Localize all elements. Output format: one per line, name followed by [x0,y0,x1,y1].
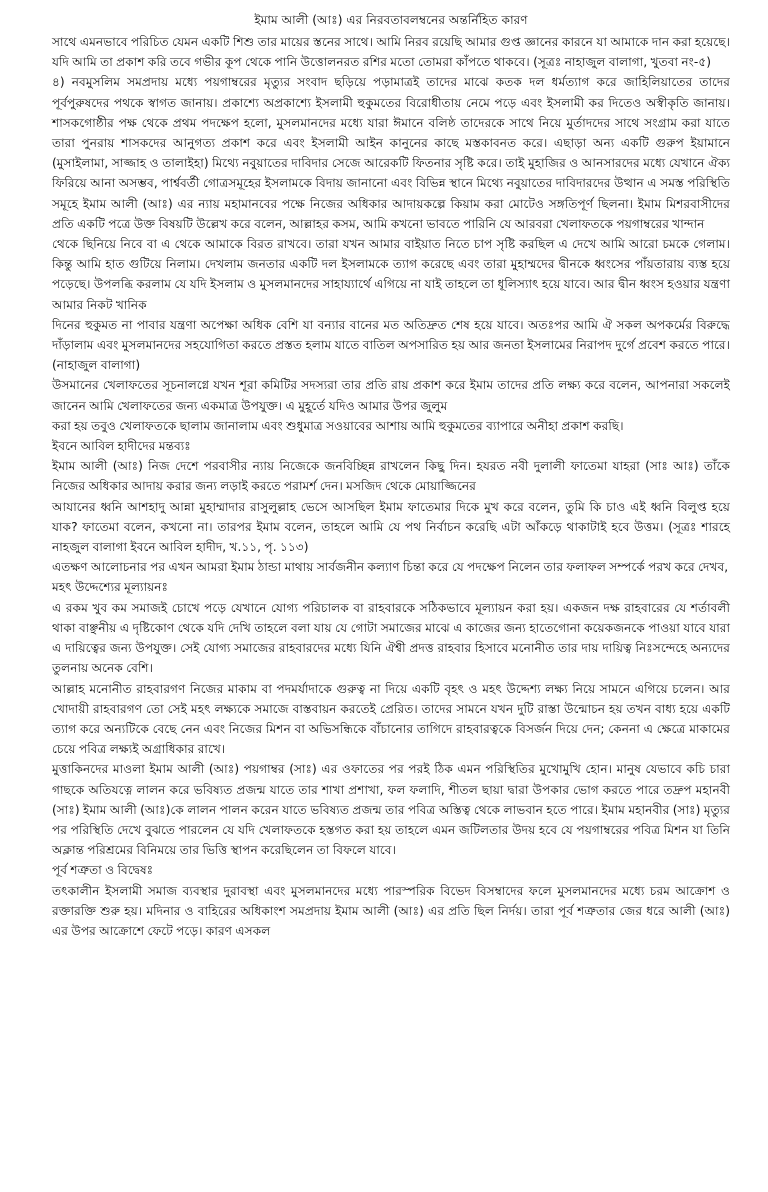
paragraph: করা হয় তবুও খেলাফতকে ছালাম জানালাম এবং শুধুমাত্র সওয়াবের আশায় আমি হুকুমতের ব্যাপারে অনীহা প্রকাশ করছি। [52,418,624,433]
paragraph: আল্লাহ মনোনীত রাহবারগণ নিজের মাকাম বা পদমর্যাদাকে গুরুত্ব না দিয়ে একটি বৃহৎ ও মহৎ উদ্দেশ্য লক্ষ্য নিয়ে সামনে এগিয়ে চলেন। আর খোদায়ী রাহবারগণ তো সেই মহৎ লক্ষ্যকে সমাজে বাস্তবায়ন করতেই প্রেরিত। তাদের সামনে যখন দুটি রাস্তা উন্মোচন হয় তখন বাধ্য হয়ে একটি ত্যাগ করে অন্যটিকে বেছে নেন এবং নিজের মিশন বা অভিসন্ধিকে বাঁচানোর তাগিদে রাহবারত্বকে বিসর্জন দিয়ে দেন; কেননা এ ক্ষেত্রে মাকামের চেয়ে পবিত্র লক্ষ্যই অগ্রাধিকার রাখে। [52,681,730,757]
paragraph: মুত্তাকিনদের মাওলা ইমাম আলী (আঃ) পয়গাম্বর (সাঃ) এর ওফাতের পর পরই ঠিক এমন পরিস্থিতির মুখোমুখি হোন। মানুষ যেভাবে কচি চারা গাছকে অতিযত্নে লালন করে ভবিষ্যত প্রজন্ম যাতে তার শাখা প্রশাখা, ফল ফলাদি, শীতল ছায়া দ্বারা উপকার ভোগ করতে পারে তদ্রুপ মহানবী (সাঃ) ইমাম আলী (আঃ)কে লালন পালন করেন যাতে ভবিষ্যত প্রজন্ম তার পবিত্র অস্তিত্ব থেকে লাভবান হতে পারে। ইমাম মহানবীর (সাঃ) মৃত্যুর পর পরিস্থিতি দেখে বুঝতে পারলেন যে যদি খেলাফতকে হস্তগত করা হয় তাহলে এমন জটিলতার উদয় হবে যে পয়গাম্বরের পবিত্র মিশন যা তিনি অক্লান্ত পরিশ্রমের বিনিময়ে তার ভিত্তি স্থাপন করেছিলেন তা বিফলে যাবে। [52,762,730,858]
paragraph: সাথে এমনভাবে পরিচিত যেমন একটি শিশু তার মায়ের স্তনের সাথে। আমি নিরব রয়েছি আমার গুপ্ত জ্ঞানের কারনে যা আমাকে দান করা হয়েছে। যদি আমি তা প্রকাশ করি তবে গভীর কূপ থেকে পানি উত্তোলনরত রশির মতো তোমরা কাঁপতে থাকবে। (সূত্রঃ নাহাজুল বালাগা, খুতবা নং-৫) [52,35,730,70]
paragraph: এতক্ষণ আলোচনার পর এখন আমরা ইমাম ঠান্ডা মাথায় সার্বজনীন কল্যাণ চিন্তা করে যে পদক্ষেপ নিলেন তার ফলাফল সম্পর্কে পরখ করে দেখব, [52,560,729,575]
paragraph: দিনের হুকুমত না পাবার যন্ত্রণা অপেক্ষা অধিক বেশি যা বন্যার বানের মত অতিদ্রুত শেষ হয়ে যাবে। অতঃপর আমি ঐ সকল অপকর্মের বিরুদ্ধে দাঁড়ালাম এবং মুসলমানদের সহযোগিতা করতে প্রস্তত হলাম যাতে বাতিল অপসারিত হয় আর জনতা ইসলামের নিরাপদ দুর্গে প্রবেশ করতে পারে। (নাহাজুল বালাগা) [52,317,730,373]
paragraph: ৪) নবমুসলিম সমপ্রদায় মধ্যে পয়গাম্বরের মৃত্যুর সংবাদ ছড়িয়ে পড়ামাত্রই তাদের মাঝে কতক দল ধর্মত্যাগ করে জাহিলিয়াতের তাদের পূর্বপুরুষদের পথকে স্বাগত জানায়। প্রকাশ্যে অপ্রকাশ্যে ইসলামী হুকুমতের বিরোধীতায় নেমে পড়ে এবং ইসলামী কর দিতেও অস্বীকৃতি জানায়। শাসকগোষ্ঠীর পক্ষ থেকে প্রথম পদক্ষেপ হলো, মুসলমানদের মধ্যে যারা ঈমানে বলিষ্ঠ তাদেরকে সাথে নিয়ে মুর্তাদদের সাথে সংগ্রাম করা যাতে তারা পুনরায় শাসকদের আনুগত্য প্রকাশ করে এবং ইসলামী আইন কানুনের কাছে মস্তকাবনত করে। এছাড়া অন্য একটি গুরুপ ইয়ামানে (মুসাইলামা, সাজ্জাহ ও তালাইহা) মিথ্যে নবুয়াতের দাবিদার সেজে আরেকটি ফিতনার সৃষ্টি করে। তাই মুহাজির ও আনসারদের মধ্যে যেখানে ঐক্য ফিরিয়ে আনা অসম্ভব, পার্শ্ববর্তী গোত্রসমূহের ইসলামকে বিদায় জানানো এবং বিভিন্ন স্থানে মিথ্যে নবুয়াতের দাবিদারদের উত্থান এ সমস্ত পরিস্থিতি সমূহে ইমাম আলী (আঃ) এর ন্যায় মহামানবের পক্ষে নিজের অধিকার আদায়কল্পে কিয়াম করা মোটেও সঙ্গতিপূর্ণ ছিলনা। ইমাম মিশরবাসীদের প্রতি একটি পত্রে উক্ত বিষয়টি উল্লেখ করে বলেন, আল্লাহর কসম, আমি কখনো ভাবতে পারিনি যে আরবরা খেলাফতকে পয়গাম্বরের খান্দান [52,75,730,231]
page-header-title: ইমাম আলী (আঃ) এর নিরবতাবলম্বনের অন্তর্নিহিত কারণ [254,13,528,27]
paragraph: উসমানের খেলাফতের সূচনালগ্নে যখন শূরা কমিটির সদস্যরা তার প্রতি রায় প্রকাশ করে ইমাম তাদের প্রতি লক্ষ্য করে বলেন, আপনারা সকলেই জানেন আমি খেলাফতের জন্য একমাত্র উপযুক্ত। এ মুহূর্তে যদিও আমার উপর জুলুম [52,378,730,413]
section-heading: ইবনে আবিল হাদীদের মন্তব্যঃ [52,439,191,454]
paragraph: তৎকালীন ইসলামী সমাজ ব্যবস্থার দুরাবস্থা এবং মুসলমানদের মধ্যে পারস্পরিক বিভেদ বিসম্বাদের ফলে মুসলমানদের মধ্যে চরম আক্রোশ ও রক্তারক্তি শুরু হয়। মদিনার ও বাহিরের অধিকাংশ সমপ্রদায় ইমাম আলী (আঃ) এর প্রতি ছিল নির্দয়। তারা পূর্ব শত্রুতার জের ধরে আলী (আঃ) এর উপর আক্রোশে ফেটে পড়ে। কারণ এসকল [52,883,730,938]
paragraph: থেকে ছিনিয়ে নিবে বা এ থেকে আমাকে বিরত রাখবে। তারা যখন আমার বাইয়াত নিতে চাপ সৃষ্টি করছিল এ দেখে আমি আরো চমকে গেলাম। কিন্তু আমি হাত গুটিয়ে নিলাম। দেখলাম জনতার একটি দল ইসলামকে ত্যাগ করেছে এবং তারা মুহাম্মদের দ্বীনকে ধ্বংসের পাঁয়তারায় ব্যস্ত হয়ে পড়েছে। উপলব্ধি করলাম যে যদি ইসলাম ও মুসলমানদের সাহায্যার্থে এগিয়ে না যাই তাহলে তা ধূলিস্যাৎ হয়ে যাবে। আর দ্বীন ধ্বংস হওয়ার যন্ত্রণা আমার নিকট খানিক [52,237,730,312]
paragraph: আযানের ধ্বনি আশহাদু আন্না মুহাম্মাদার রাসুলুল্লাহ ভেসে আসছিল ইমাম ফাতেমার দিকে মুখ করে বলেন, তুমি কি চাও এই ধ্বনি বিলুপ্ত হয়ে যাক? ফাতেমা বলেন, কখনো না। তারপর ইমাম বলেন, তাহলে আমি যে পথ নির্বাচন করেছি এটা আঁকড়ে থাকাটাই হবে উত্তম। (সূত্রঃ শারহে নাহজুল বালাগা ইবনে আবিল হাদীদ, খ.১১, পৃ. ১১৩) [52,499,730,555]
paragraph: এ রকম খুব কম সমাজই চোখে পড়ে যেখানে যোগ্য পরিচালক বা রাহবারকে সঠিকভাবে মূল্যায়ন করা হয়। একজন দক্ষ রাহবারের যে শর্তাবলী থাকা বাঞ্ছনীয় এ দৃষ্টিকোণ থেকে যদি দেখি তাহলে বলা যায় যে গোটা সমাজের মাঝে এ কাজের জন্য হাতেগোনা কয়েকজনকে পাওয়া যাবে যারা এ দায়িত্বের জন্য উপযুক্ত। সেই যোগ্য সমাজের রাহবারদের মধ্যে যিনি ঐশ্বী প্রদত্ত রাহবার হিসাবে মনোনীত তার দায় দায়িত্ব নিঃসন্দেহে অন্যদের তুলনায় অনেক বেশি। [52,600,730,676]
paragraph: ইমাম আলী (আঃ) নিজ দেশে পরবাসীর ন্যায় নিজেকে জনবিচ্ছিন্ন রাখলেন কিছু দিন। হযরত নবী দুলালী ফাতেমা যাহরা (সাঃ আঃ) তাঁকে নিজের অধিকার আদায় করার জন্য লড়াই করতে পরামর্শ দেন। মসজিদ থেকে মোয়াজ্জিনের [52,459,730,494]
section-heading: পূর্ব শত্রুতা ও বিদ্বেষঃ [52,863,154,878]
section-heading: মহৎ উদ্দেশ্যের মূল্যায়নঃ [52,580,169,595]
